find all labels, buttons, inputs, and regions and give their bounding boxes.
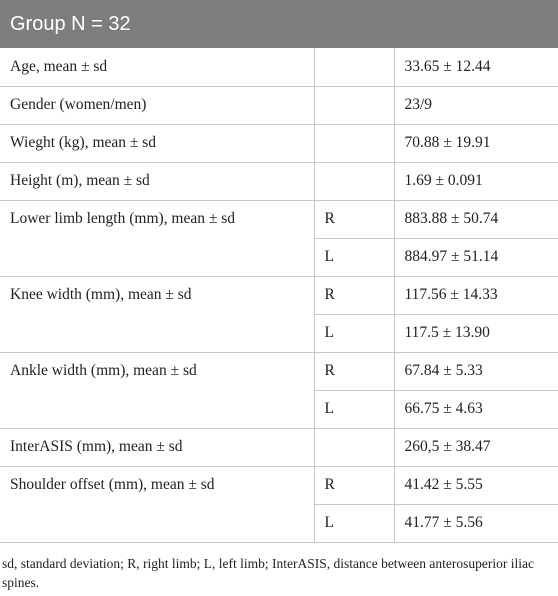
table-row xyxy=(0,352,558,390)
row-value-r: 67.84 ± 5.33 xyxy=(394,352,558,390)
side-cell xyxy=(314,428,394,466)
side-label-l: L xyxy=(314,390,394,428)
table-header-row xyxy=(0,0,558,48)
side-label-r: R xyxy=(314,276,394,314)
row-value-l: 66.75 ± 4.63 xyxy=(394,390,558,428)
row-value: 1.69 ± 0.091 xyxy=(394,162,558,200)
row-label: Gender (women/men) xyxy=(0,86,314,124)
table-row xyxy=(0,466,558,504)
side-label-r: R xyxy=(314,200,394,238)
row-value-r: 117.56 ± 14.33 xyxy=(394,276,558,314)
side-cell xyxy=(314,86,394,124)
side-cell xyxy=(314,124,394,162)
side-label-r: R xyxy=(314,352,394,390)
row-label: InterASIS (mm), mean ± sd xyxy=(0,428,314,466)
side-cell xyxy=(314,162,394,200)
table-row xyxy=(0,200,558,238)
table-row xyxy=(0,124,558,162)
table-row xyxy=(0,86,558,124)
table-row xyxy=(0,276,558,314)
row-value: 260,5 ± 38.47 xyxy=(394,428,558,466)
row-label: Ankle width (mm), mean ± sd xyxy=(0,352,314,428)
table-row xyxy=(0,48,558,86)
row-value-l: 884.97 ± 51.14 xyxy=(394,238,558,276)
side-label-r: R xyxy=(314,466,394,504)
side-label-l: L xyxy=(314,238,394,276)
row-label: Wieght (kg), mean ± sd xyxy=(0,124,314,162)
table-footnote: sd, standard deviation; R, right limb; L, left limb; InterASIS, distance between anterosuperior iliac spines. xyxy=(2,555,534,590)
row-value: 70.88 ± 19.91 xyxy=(394,124,558,162)
table-row xyxy=(0,162,558,200)
table-row xyxy=(0,428,558,466)
row-label: Age, mean ± sd xyxy=(0,48,314,86)
side-label-l: L xyxy=(314,504,394,542)
row-value: 23/9 xyxy=(394,86,558,124)
row-value-l: 117.5 ± 13.90 xyxy=(394,314,558,352)
table-header: Group N = 32 xyxy=(0,0,558,48)
row-value-r: 883.88 ± 50.74 xyxy=(394,200,558,238)
side-cell xyxy=(314,48,394,86)
row-label: Shoulder offset (mm), mean ± sd xyxy=(0,466,314,542)
row-label: Lower limb length (mm), mean ± sd xyxy=(0,200,314,276)
row-value-r: 41.42 ± 5.55 xyxy=(394,466,558,504)
side-label-l: L xyxy=(314,314,394,352)
row-value-l: 41.77 ± 5.56 xyxy=(394,504,558,542)
row-label: Height (m), mean ± sd xyxy=(0,162,314,200)
row-value: 33.65 ± 12.44 xyxy=(394,48,558,86)
row-label: Knee width (mm), mean ± sd xyxy=(0,276,314,352)
